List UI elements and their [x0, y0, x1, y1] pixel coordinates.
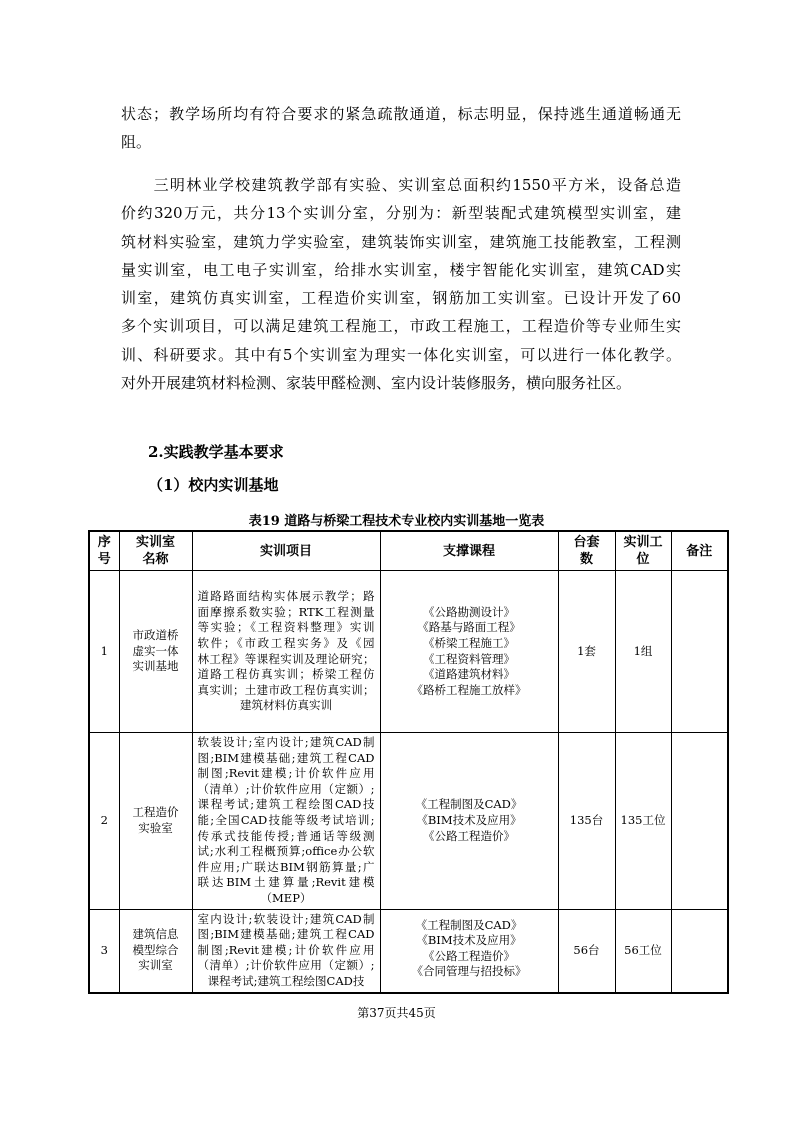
paragraph-line: 阻。 [121, 133, 152, 152]
paragraph-lab-overview [121, 171, 681, 397]
project-line: 联达BIM土建算量;Revit建模 [197, 875, 375, 890]
project-line: 室内设计;软装设计;建筑CAD制 [197, 911, 375, 926]
header-line: 实训项目 [259, 543, 312, 559]
header-stations [615, 531, 671, 571]
room-name-line: 实验室 [138, 820, 173, 835]
course-line: 《BIM技术及应用》 [416, 812, 522, 827]
project-line: 图;BIM建模基础;建筑工程CAD [197, 750, 375, 765]
row-number: 1 [89, 571, 119, 733]
header-line: 号 [97, 552, 111, 567]
training-projects [192, 909, 380, 992]
row-number: 2 [89, 733, 119, 910]
support-courses [380, 733, 558, 910]
support-courses [380, 909, 558, 992]
header-courses [380, 531, 558, 571]
support-courses [380, 571, 558, 733]
page-footer: 第37页共45页 [357, 1006, 436, 1020]
project-line: 试;水利工程概预算;office办公软 [197, 844, 375, 859]
course-line: 《工程制图及CAD》 [415, 797, 523, 812]
project-line: 真实训；土建市政工程仿真实训； [197, 682, 375, 697]
header-line: 位 [636, 552, 650, 567]
header-line: 备注 [686, 543, 713, 559]
section-heading: 2.实践教学基本要求 [148, 443, 284, 461]
training-projects [192, 733, 380, 910]
project-line: 林工程》等课程实训及理论研究； [197, 651, 375, 666]
table-caption: 表19 道路与桥梁工程技术专业校内实训基地一览表 [248, 514, 545, 529]
paragraph-line: 训、科研要求。其中有5个实训室为理实一体化实训室，可以进行一体化教学。 [121, 345, 681, 364]
header-no [89, 531, 119, 571]
equipment-sets: 1套 [558, 571, 615, 733]
paragraph-line: 筑材料实验室，建筑力学实验室，建筑装饰实训室，建筑施工技能教室，工程测 [121, 232, 681, 251]
training-base-table [88, 530, 729, 994]
project-line: 传承式技能传授;普通话等级测 [197, 828, 375, 843]
project-line: 图;BIM建模基础;建筑工程CAD [197, 927, 375, 942]
header-line: 名称 [142, 552, 169, 567]
room-name-line: 市政道桥 [132, 628, 179, 643]
equipment-sets: 135台 [558, 733, 615, 910]
header-projects [192, 531, 380, 571]
project-line: 课程考试;建筑工程绘图CAD技 [207, 973, 365, 988]
header-line: 序 [97, 535, 111, 550]
project-line: 制图;Revit建模;计价软件应用 [197, 942, 375, 957]
training-projects [192, 571, 380, 733]
project-line: 道路路面结构实体展示教学；路 [197, 589, 375, 604]
project-line: 课程考试;建筑工程绘图CAD技 [197, 797, 375, 812]
project-line: 等实验；《工程资料整理》实训 [197, 620, 375, 635]
paragraph-line: 多个实训项目，可以满足建筑工程施工，市政工程施工，工程造价等专业师生实 [121, 317, 681, 336]
paragraph-line: 三明林业学校建筑教学部有实验、实训室总面积约1550平方米，设备总造 [121, 176, 681, 194]
project-line: 件应用;广联达BIM钢筋算量;广 [197, 859, 375, 874]
project-line: （清单）;计价软件应用（定额）; [197, 958, 375, 973]
header-line: 台套 [573, 535, 600, 550]
header-line: 实训室 [135, 535, 175, 550]
room-name-line: 实训基地 [132, 659, 179, 674]
course-line: 《合同管理与招投标》 [411, 964, 527, 979]
table-header-row [89, 531, 728, 571]
course-line: 《工程制图及CAD》 [415, 917, 523, 932]
remark [671, 909, 728, 992]
table-row [89, 571, 728, 733]
paragraph-line: 状态；教学场所均有符合要求的紧急疏散通道，标志明显，保持逃生通道畅通无 [121, 105, 681, 123]
header-remark [671, 531, 728, 571]
room-name-line: 模型综合 [132, 942, 179, 957]
paragraph-line: 价约320万元，共分13个实训分室，分别为：新型装配式建筑模型实训室，建 [121, 204, 681, 223]
project-line: 软件；《市政工程实务》及《园 [197, 635, 375, 650]
room-name-line: 工程造价 [132, 805, 179, 820]
training-stations: 135工位 [615, 733, 671, 910]
room-name [119, 909, 192, 992]
row-number: 3 [89, 909, 119, 992]
course-line: 《工程资料管理》 [423, 651, 515, 666]
header-room-name [119, 531, 192, 571]
project-line: 制图;Revit建模;计价软件应用 [197, 766, 375, 781]
course-line: 《公路勘测设计》 [423, 604, 515, 619]
course-line: 《路基与路面工程》 [417, 620, 521, 635]
project-line: 面摩擦系数实验；RTK工程测量 [197, 604, 375, 619]
room-name-line: 虚实一体 [132, 643, 179, 658]
course-line: 《道路建筑材料》 [423, 667, 515, 682]
header-sets [558, 531, 615, 571]
table-row [89, 909, 728, 992]
course-line: 《公路工程造价》 [423, 948, 515, 963]
equipment-sets: 56台 [558, 909, 615, 992]
project-line: 软装设计;室内设计;建筑CAD制 [197, 735, 375, 749]
training-stations: 1组 [615, 571, 671, 733]
header-line: 实训工 [623, 535, 663, 550]
header-line: 支撑课程 [442, 543, 495, 559]
course-line: 《BIM技术及应用》 [416, 933, 522, 948]
project-line: 建筑材料仿真实训 [240, 698, 332, 713]
table-row [89, 733, 728, 910]
remark [671, 733, 728, 910]
course-line: 《路桥工程施工放样》 [411, 682, 527, 697]
paragraph-continuation [121, 100, 681, 157]
paragraph-line: 对外开展建筑材料检测、家装甲醛检测、室内设计装修服务，横向服务社区。 [121, 374, 632, 393]
project-line: （清单）;计价软件应用（定额）; [197, 781, 375, 796]
paragraph-line: 训室，建筑仿真实训室，工程造价实训室，钢筋加工实训室。已设计开发了60 [121, 289, 681, 308]
room-name-line: 实训室 [138, 958, 173, 973]
course-line: 《桥梁工程施工》 [423, 635, 515, 650]
project-line: （MEP） [260, 890, 312, 905]
subsection-heading: （1）校内实训基地 [148, 476, 279, 494]
remark [671, 571, 728, 733]
header-line: 数 [579, 552, 593, 567]
course-line: 《公路工程造价》 [423, 828, 515, 843]
project-line: 能;全国CAD技能等级考试培训; [197, 812, 375, 827]
project-line: 道路工程仿真实训；桥梁工程仿 [197, 667, 375, 682]
room-name-line: 建筑信息 [132, 927, 179, 942]
paragraph-line: 量实训室，电工电子实训室，给排水实训室，楼宇智能化实训室，建筑CAD实 [121, 260, 681, 279]
training-stations: 56工位 [615, 909, 671, 992]
room-name [119, 571, 192, 733]
room-name [119, 733, 192, 910]
